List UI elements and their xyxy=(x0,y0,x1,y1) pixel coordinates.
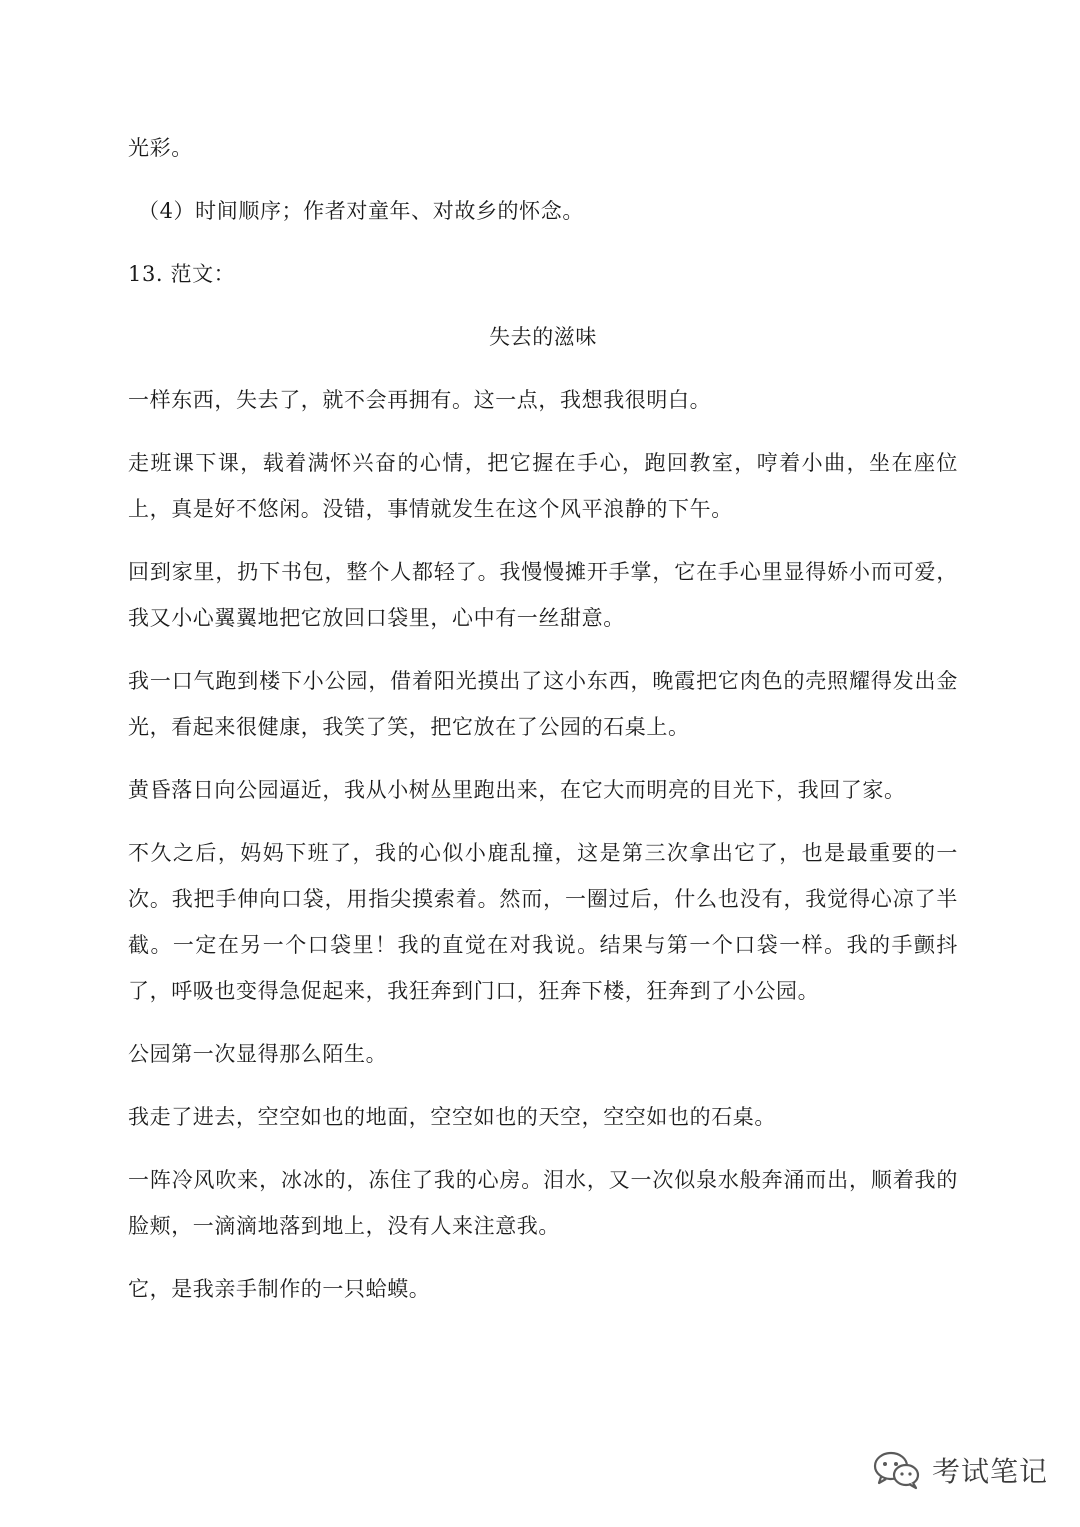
essay-paragraph: 黄昏落日向公园逼近，我从小树丛里跑出来，在它大而明亮的目光下，我回了家。 xyxy=(128,778,906,802)
question-13-heading: 13. 范文： xyxy=(128,262,236,286)
essay-paragraph: 我走了进去，空空如也的地面，空空如也的天空，空空如也的石桌。 xyxy=(128,1105,776,1129)
essay-paragraph: 一阵冷风吹来，冰冰的，冻住了我的心房。泪水，又一次似泉水般奔涌而出，顺着我的脸颊，一滴滴地落到地上，没有人来注意我。 xyxy=(128,1168,958,1238)
answer-continuation: 光彩。 xyxy=(128,136,193,160)
watermark-text: 考试笔记 xyxy=(932,1455,1049,1488)
essay-title: 失去的滋味 xyxy=(489,325,597,349)
essay-paragraph: 一样东西，失去了，就不会再拥有。这一点，我想我很明白。 xyxy=(128,388,712,412)
essay-paragraph: 不久之后，妈妈下班了，我的心似小鹿乱撞，这是第三次拿出它了，也是最重要的一次。我把手伸向口袋，用指尖摸索着。然而，一圈过后，什么也没有，我觉得心凉了半截。一定在另一个口袋里！我的直觉在对我说。结果与第一个口袋一样。我的手颤抖了，呼吸也变得急促起来，我狂奔到门口，狂奔下楼，狂奔到了小公园。 xyxy=(128,841,958,1003)
essay-paragraph: 公园第一次显得那么陌生。 xyxy=(128,1042,388,1066)
wechat-icon xyxy=(872,1450,922,1490)
essay-paragraph: 它，是我亲手制作的一只蛤蟆。 xyxy=(128,1277,431,1301)
essay-paragraph: 我一口气跑到楼下小公园，借着阳光摸出了这小东西，晚霞把它肉色的壳照耀得发出金光，看起来很健康，我笑了笑，把它放在了公园的石桌上。 xyxy=(128,669,958,739)
watermark xyxy=(872,1450,1048,1490)
document-page xyxy=(128,125,958,1329)
essay-paragraph: 走班课下课，载着满怀兴奋的心情，把它握在手心，跑回教室，哼着小曲，坐在座位上，真是好不悠闲。没错，事情就发生在这个风平浪静的下午。 xyxy=(128,451,958,521)
answer-item-4: （4）时间顺序；作者对童年、对故乡的怀念。 xyxy=(138,199,584,223)
essay-paragraph: 回到家里，扔下书包，整个人都轻了。我慢慢摊开手掌，它在手心里显得娇小而可爱，我又小心翼翼地把它放回口袋里，心中有一丝甜意。 xyxy=(128,560,958,630)
